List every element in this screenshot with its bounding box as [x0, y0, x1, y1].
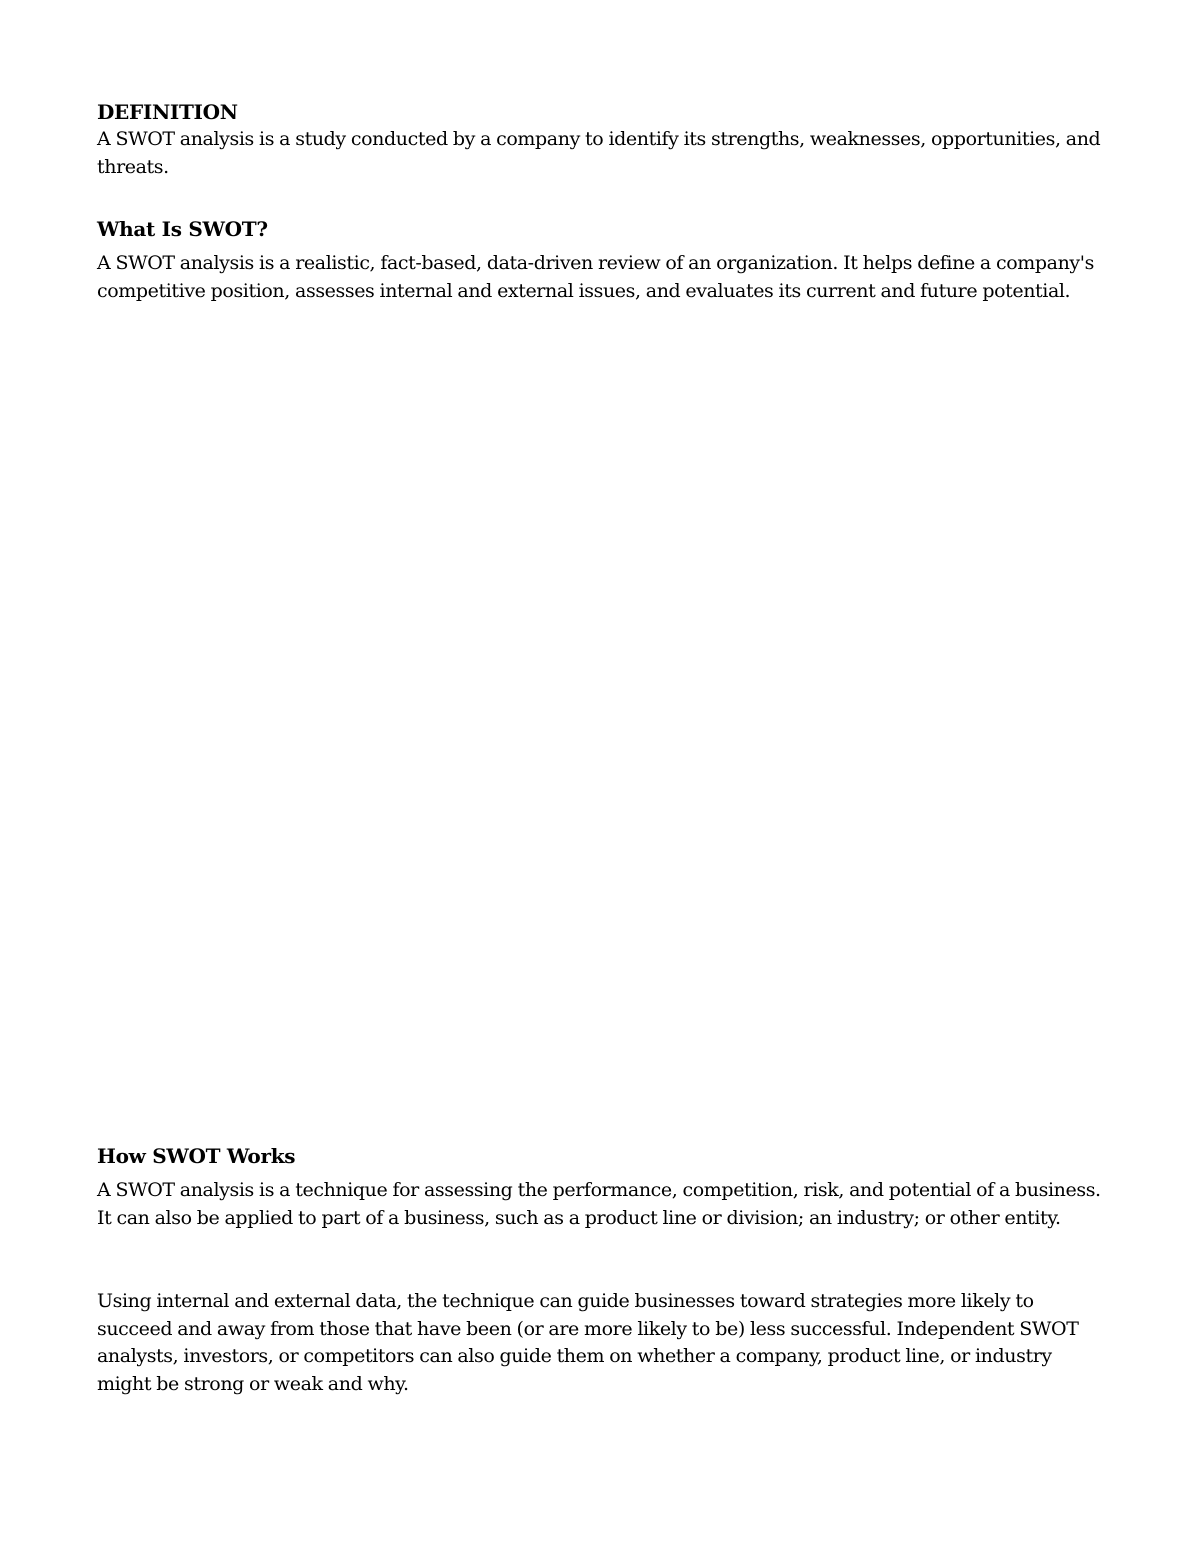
how-swot-works-heading: How SWOT Works: [97, 1144, 296, 1168]
definition-section: [97, 99, 1107, 181]
what-is-swot-text: A SWOT analysis is a realistic, fact-based, data-driven review of an organization. It helps define a company's competitive position, assesses internal and external issues, and evaluates its current and future potential.: [97, 252, 1094, 302]
how-swot-works-section: [97, 1143, 1107, 1232]
definition-heading: DEFINITION: [97, 100, 238, 124]
what-is-swot-section: [97, 216, 1107, 305]
using-data-section: [97, 1288, 1107, 1398]
what-is-swot-heading: What Is SWOT?: [97, 217, 268, 241]
definition-text: A SWOT analysis is a study conducted by a company to identify its strengths, weaknesses, opportunities, and threats.: [97, 128, 1101, 178]
how-swot-works-text: A SWOT analysis is a technique for assessing the performance, competition, risk, and potential of a business. It can also be applied to part of a business, such as a product line or division; an industry; or other entity.: [97, 1179, 1101, 1229]
using-data-text: Using internal and external data, the technique can guide businesses toward strategies more likely to succeed and away from those that have been (or are more likely to be) less successful. Independent SWOT analysts, investors, or competitors can also guide them on whether a company, product line, or industry might be strong or weak and why.: [97, 1290, 1079, 1395]
